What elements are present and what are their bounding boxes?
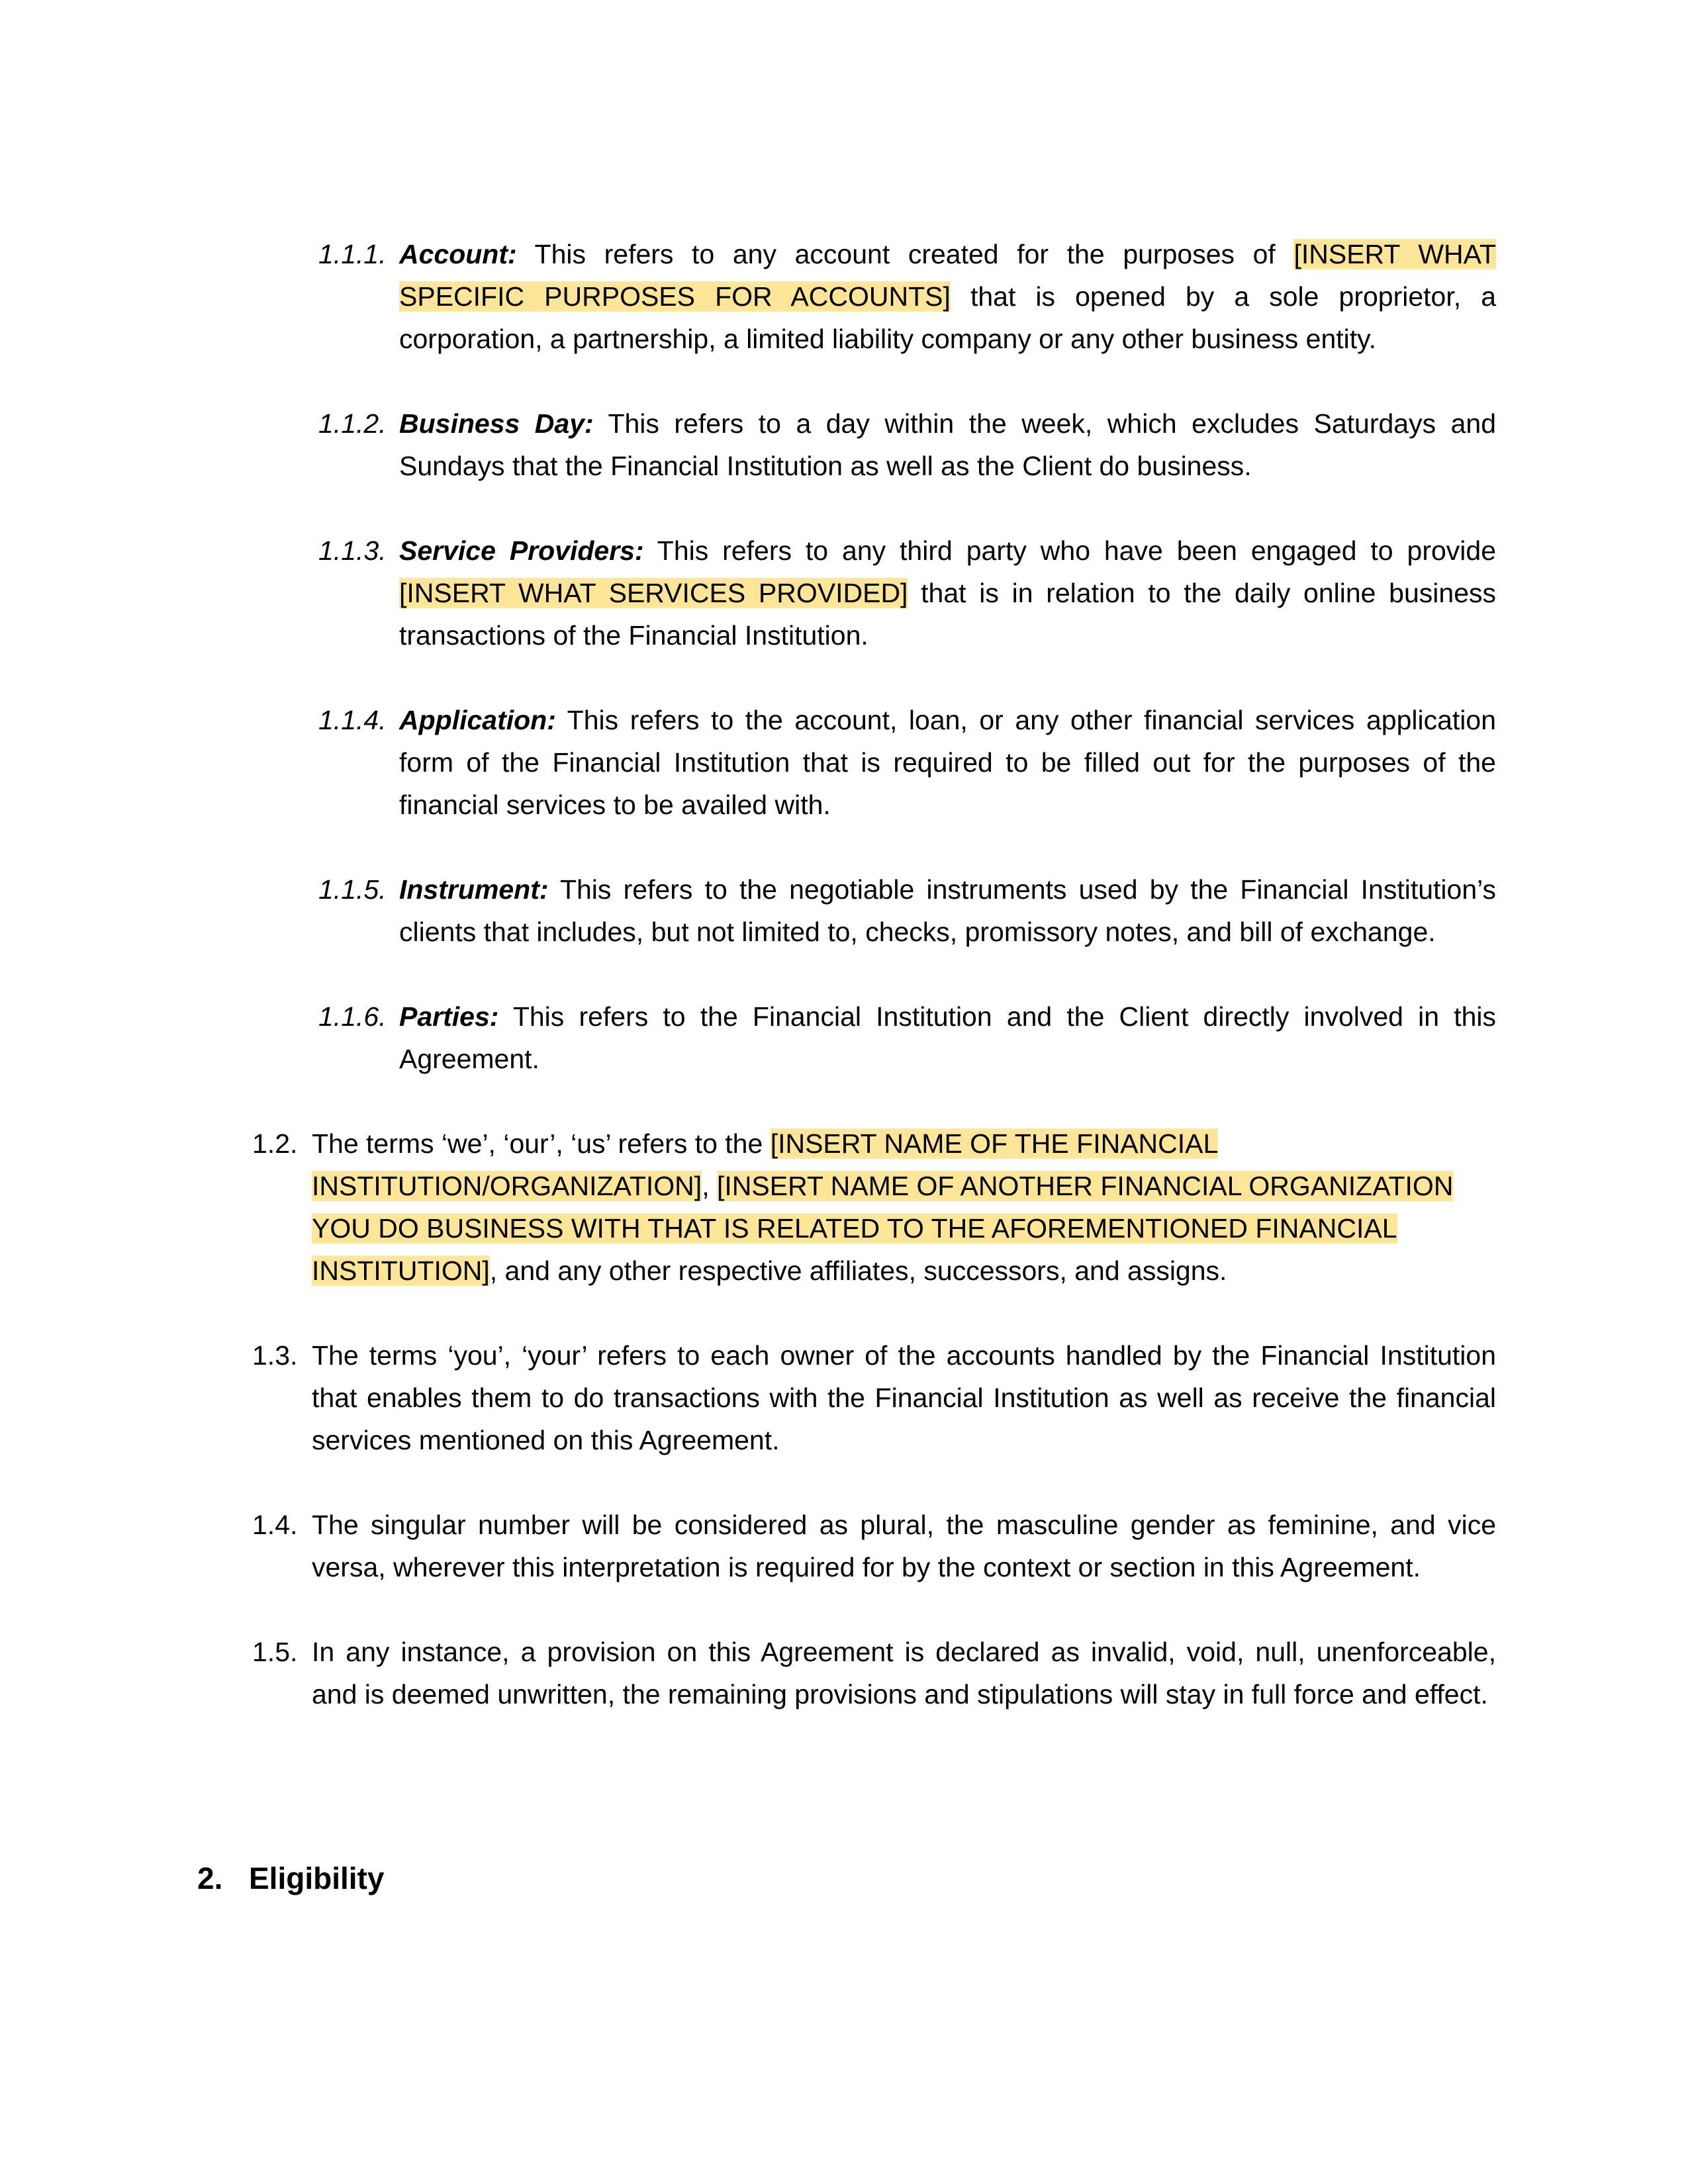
defined-term: Instrument: <box>399 874 549 905</box>
clause-number: 1.2. <box>252 1128 298 1159</box>
clause-1-2 <box>252 1122 1496 1292</box>
placeholder-highlight: [INSERT WHAT SPECIFIC PURPOSES FOR ACCOUNTS] <box>399 239 1496 312</box>
item-number: 1.1.1. <box>318 239 387 269</box>
item-number: 1.1.4. <box>318 705 387 735</box>
clause-1-4 <box>252 1504 1496 1588</box>
defined-term: Application: <box>399 705 556 735</box>
definition-text: This refers to the account, loan, or any other financial services application form of the Financial Institution that is required to be filled out for the purposes of the financial services to be availed with. <box>399 705 1496 820</box>
clause-text: , <box>702 1171 717 1201</box>
placeholder-highlight: [INSERT NAME OF THE FINANCIAL INSTITUTION/ORGANIZATION] <box>312 1128 1219 1201</box>
definition-instrument <box>318 868 1496 953</box>
clause-number: 1.3. <box>252 1340 298 1371</box>
item-number: 1.1.5. <box>318 874 387 905</box>
defined-term: Parties: <box>399 1001 499 1032</box>
placeholder-highlight: [INSERT WHAT SERVICES PROVIDED] <box>399 578 908 608</box>
definition-account <box>318 233 1496 360</box>
defined-term: Business Day: <box>399 408 594 439</box>
defined-term: Account: <box>399 239 517 269</box>
clause-1-5 <box>252 1631 1496 1715</box>
definition-text: This refers to the Financial Institution and the Client directly involved in this Agreement. <box>399 1001 1496 1074</box>
definition-text: This refers to the negotiable instruments used by the Financial Institution’s clients that includes, but not limited to, checks, promissory notes, and bill of exchange. <box>399 874 1496 947</box>
section-title: Eligibility <box>249 1861 385 1895</box>
clause-text: The terms ‘we’, ‘our’, ‘us’ refers to the <box>312 1128 771 1159</box>
definition-text: This refers to a day within the week, which excludes Saturdays and Sundays that the Financial Institution as well as the Client do business. <box>399 408 1496 481</box>
defined-term: Service Providers: <box>399 535 644 566</box>
clause-number: 1.4. <box>252 1510 298 1540</box>
item-number: 1.1.2. <box>318 408 387 439</box>
definition-text: that is in relation to the daily online business transactions of the Financial Institution. <box>399 578 1496 651</box>
clause-text: The terms ‘you’, ‘your’ refers to each owner of the accounts handled by the Financial Institution that enables them to do transactions with the Financial Institution as well as receive the financial services mentioned on this Agreement. <box>312 1340 1496 1455</box>
item-number: 1.1.3. <box>318 535 387 566</box>
definition-business-day <box>318 402 1496 487</box>
definition-service-providers <box>318 529 1496 657</box>
clause-number: 1.5. <box>252 1637 298 1667</box>
clause-text: , and any other respective affiliates, successors, and assigns. <box>489 1255 1227 1286</box>
section-number: 2. <box>197 1861 223 1895</box>
definition-text: This refers to any third party who have been engaged to provide <box>643 535 1496 566</box>
definition-text: that is opened by a sole proprietor, a corporation, a partnership, a limited liability company or any other business entity. <box>399 281 1496 354</box>
clause-1-3 <box>252 1334 1496 1461</box>
placeholder-highlight: [INSERT NAME OF ANOTHER FINANCIAL ORGANIZATION YOU DO BUSINESS WITH THAT IS RELATED TO THE AFOREMENTIONED FINANCIAL INSTITUTION] <box>312 1171 1454 1286</box>
definition-text: This refers to any account created for the purposes of <box>516 239 1294 269</box>
definition-application <box>318 699 1496 826</box>
section-heading <box>197 1857 384 1899</box>
clause-text: In any instance, a provision on this Agreement is declared as invalid, void, null, unenforceable, and is deemed unwritten, the remaining provisions and stipulations will stay in full force and effect. <box>312 1637 1496 1709</box>
clause-text: The singular number will be considered as plural, the masculine gender as feminine, and vice versa, wherever this interpretation is required for by the context or section in this Agreement. <box>312 1510 1496 1582</box>
definition-parties <box>318 995 1496 1080</box>
item-number: 1.1.6. <box>318 1001 387 1032</box>
